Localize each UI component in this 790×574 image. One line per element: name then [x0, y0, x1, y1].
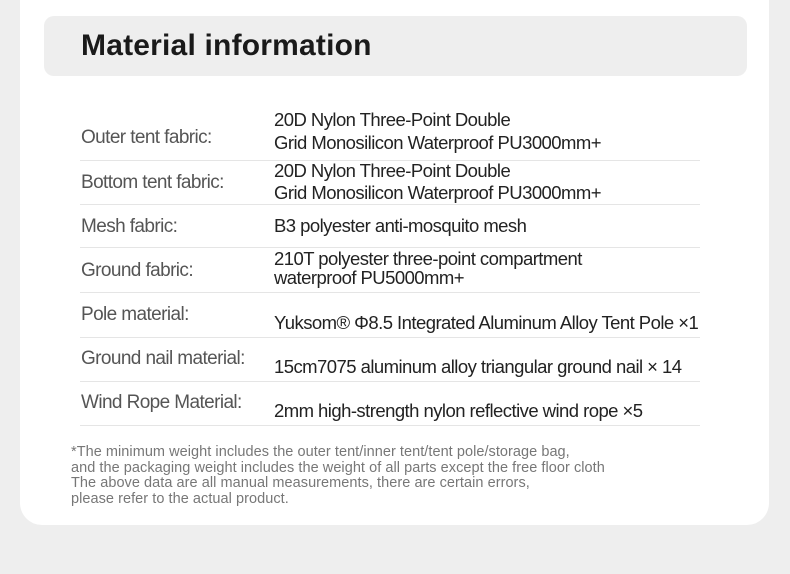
bottom-tent-fabric-value-line-2: Grid Monosilicon Waterproof PU3000mm+ [274, 182, 602, 203]
mesh-fabric-label: Mesh fabric: [81, 216, 178, 237]
footnote [71, 445, 605, 508]
ground-fabric-label: Ground fabric: [81, 260, 193, 281]
wind-rope-material-label: Wind Rope Material: [81, 392, 242, 413]
footnote-line-4: please refer to the actual product. [71, 491, 289, 508]
outer-tent-fabric-label: Outer tent fabric: [81, 127, 212, 148]
pole-material-label: Pole material: [81, 304, 189, 325]
footnote-line-2: and the packaging weight includes the weight of all parts except the free floor cloth [71, 459, 605, 476]
page-title: Material information [81, 29, 372, 62]
wind-rope-material-value: 2mm high-strength nylon reflective wind rope ×5 [274, 400, 643, 421]
ground-fabric-value-line-2: waterproof PU5000mm+ [274, 267, 465, 288]
ground-nail-material-value: 15cm7075 aluminum alloy triangular ground nail × 14 [274, 356, 682, 377]
row-divider [80, 381, 700, 382]
outer-tent-fabric-value-line-2: Grid Monosilicon Waterproof PU3000mm+ [274, 132, 602, 153]
pole-material-value: Yuksom® Φ8.5 Integrated Aluminum Alloy Tent Pole ×1 [274, 312, 699, 333]
row-divider [80, 204, 700, 205]
row-divider [80, 337, 700, 338]
ground-fabric-value-line-1: 210T polyester three-point compartment [274, 248, 582, 269]
row-divider [80, 425, 700, 426]
outer-tent-fabric-value-line-1: 20D Nylon Three-Point Double [274, 109, 511, 130]
mesh-fabric-value: B3 polyester anti-mosquito mesh [274, 215, 527, 236]
row-divider [80, 292, 700, 293]
bottom-tent-fabric-label: Bottom tent fabric: [81, 172, 224, 193]
footnote-line-3: The above data are all manual measurements, there are certain errors, [71, 475, 530, 492]
footnote-line-1: *The minimum weight includes the outer tent/inner tent/tent pole/storage bag, [71, 444, 570, 460]
bottom-tent-fabric-value-line-1: 20D Nylon Three-Point Double [274, 160, 511, 181]
ground-nail-material-label: Ground nail material: [81, 348, 245, 369]
